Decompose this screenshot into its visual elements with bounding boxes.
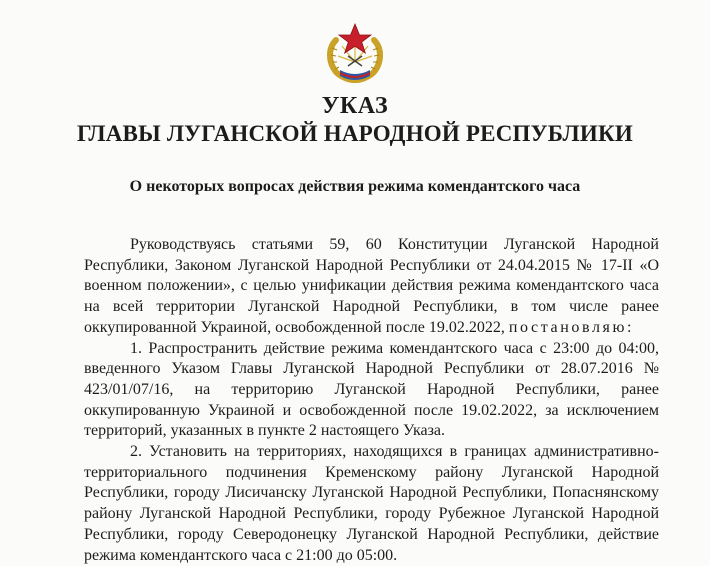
preamble-paragraph bbox=[84, 235, 659, 339]
document-issuer: ГЛАВЫ ЛУГАНСКОЙ НАРОДНОЙ РЕСПУБЛИКИ bbox=[77, 121, 633, 146]
item-2-paragraph: 2. Установить на территориях, находящихся в границах административно-территориального подчинения Кременскому району Луганской Народной Республики, городу Лисичанску Луганской Народной Республики, Попаснянскому району Луганской Народной Республики, городу Рубежное Луганской Народной Республики, городу Северодонецку Луганской Народной Республики, действие режима комендантского часа с 21:00 до 05:00. bbox=[84, 443, 659, 564]
document-body bbox=[84, 235, 659, 566]
decree-word: постановляю: bbox=[508, 318, 635, 336]
document-subject: О некоторых вопросах действия режима комендантского часа bbox=[129, 178, 581, 195]
coat-of-arms-icon bbox=[322, 18, 388, 86]
item-1-paragraph: 1. Распространить действие режима комендантского часа с 23:00 до 04:00, введенного Указом Главы Луганской Народной Республики от 28.07.2016 № 423/01/07/16, на территорию Луганской Народной Республики, ранее оккупированную Украиной и освобожденной после 19.02.2022, за исключением территорий, указанных в пункте 2 настоящего Указа. bbox=[84, 339, 659, 440]
document-title: УКАЗ bbox=[321, 93, 389, 119]
preamble-text: Руководствуясь статьями 59, 60 Конституции Луганской Народной Республики, Законом Луганской Народной Республики от 24.04.2015 № 17-II «О военном положении», с целью унификации действия режима комендантского часа на всей территории Луганской Народной Республики, в том числе ранее оккупированной Украиной, освобожденной после 19.02.2022, bbox=[84, 236, 659, 336]
